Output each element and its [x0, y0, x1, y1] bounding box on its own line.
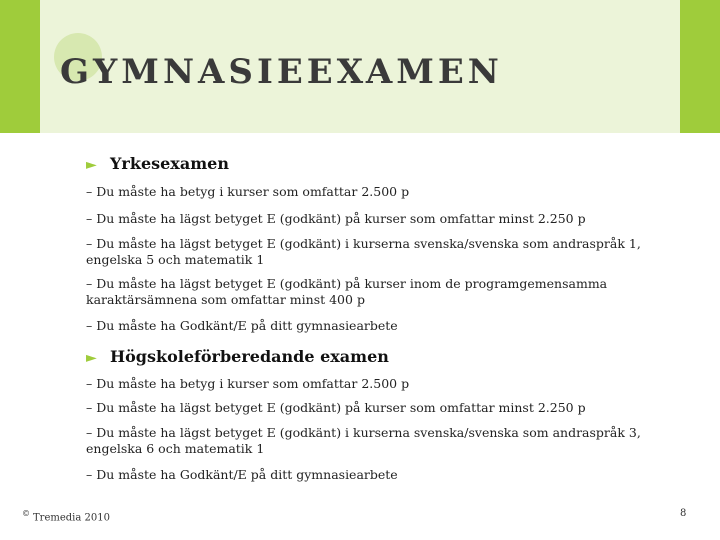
list-item: – Du måste ha betyg i kurser som omfattar 2.500 p [86, 184, 410, 199]
slide-title: GYMNASIEEXAMEN [60, 52, 503, 92]
slide-header [0, 0, 720, 133]
section-heading-text: Yrkesexamen [110, 154, 229, 173]
page-number: 8 [680, 508, 687, 519]
list-item: – Du måste ha lägst betyget E (godkänt) i kurserna svenska/svenska som andraspråk 1, engelska 5 och matematik 1 [86, 236, 641, 267]
footer-publisher: Tremedia 2010 [33, 512, 110, 524]
section-heading-yrkesexamen [86, 154, 229, 173]
section-heading-hogskoleforberedande [86, 347, 389, 366]
copyright-symbol: © [22, 509, 30, 518]
list-item: – Du måste ha lägst betyget E (godkänt) i kurserna svenska/svenska som andraspråk 3, engelska 6 och matematik 1 [86, 425, 641, 456]
section-heading-text: Högskoleförberedande examen [110, 347, 389, 366]
triangle-bullet-icon: ► [86, 350, 97, 366]
list-item: – Du måste ha lägst betyget E (godkänt) på kurser som omfattar minst 2.250 p [86, 400, 586, 415]
list-item: – Du måste ha Godkänt/E på ditt gymnasiearbete [86, 467, 398, 482]
list-item: – Du måste ha betyg i kurser som omfattar 2.500 p [86, 376, 410, 391]
list-item: – Du måste ha lägst betyget E (godkänt) på kurser som omfattar minst 2.250 p [86, 211, 586, 226]
footer-copyright [22, 509, 110, 523]
list-item: – Du måste ha Godkänt/E på ditt gymnasiearbete [86, 318, 398, 333]
list-item: – Du måste ha lägst betyget E (godkänt) på kurser inom de programgemensamma karaktärsämnena som omfattar minst 400 p [86, 276, 608, 307]
triangle-bullet-icon: ► [86, 157, 97, 173]
